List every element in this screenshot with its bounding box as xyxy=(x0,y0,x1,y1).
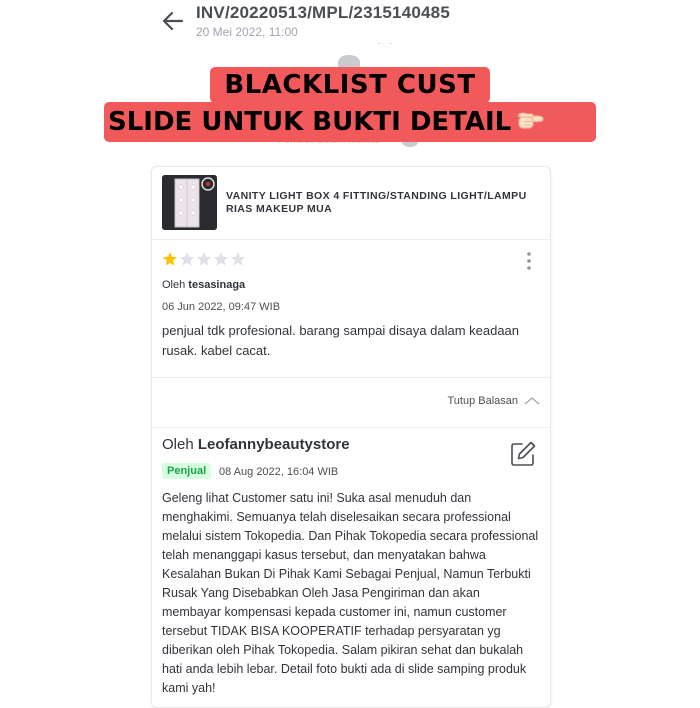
product-thumbnail[interactable] xyxy=(162,175,217,230)
back-arrow-icon[interactable] xyxy=(160,8,186,34)
review-text: penjual tdk profesional. barang sampai disaya dalam keadaan rusak. kabel cacat. xyxy=(162,323,520,358)
seller-badge: Penjual xyxy=(162,463,211,479)
divider xyxy=(152,377,550,378)
reply-text: Geleng lihat Customer satu ini! Suka asal menuduh dan menghakimi. Semuanya telah diselesaikan secara professional melalui sistem Tokopedia. Dan Pihak Tokopedia secara professional telah menanggapi kasus tersebut, dan menyatakan bahwa Kesalahan Bukan Di Pihak Kami Sebagai Penjual, Namun Terbukti Rusak Yang Disebabkan Oleh Jasa Pengiriman dan akan membayar kompensasi kepada customer ini, namun customer tersebut TIDAK BISA KOOPERATIF terhadap persyaratan yg diberikan oleh Pihak Tokopedia. Salam pikiran sehat dan bukalah hati anda lebih lebar. Detail foto bukti ada di slide samping produk kami yah! xyxy=(162,491,539,695)
reviewer-line xyxy=(162,279,245,291)
star-rating xyxy=(162,251,246,272)
invoice-number[interactable]: INV/20220513/MPL/2315140485 xyxy=(196,3,450,22)
hidden-dots: . . xyxy=(378,36,396,47)
seller-line xyxy=(162,436,350,453)
star-filled-icon xyxy=(163,252,177,266)
more-options-icon[interactable] xyxy=(524,251,534,271)
star-empty-icon xyxy=(180,252,194,266)
close-reply-toggle[interactable] xyxy=(447,395,540,407)
order-header xyxy=(0,0,700,48)
seller-prefix: Oleh xyxy=(162,436,198,453)
reviewer-name: tesasinaga xyxy=(188,279,246,291)
blacklist-banner: BLACKLIST CUST xyxy=(210,67,490,103)
close-reply-label: Tutup Balasan xyxy=(447,395,518,407)
star-empty-icon xyxy=(214,252,228,266)
slide-banner-text: SLIDE UNTUK BUKTI DETAIL xyxy=(108,107,512,137)
review-card xyxy=(151,166,551,708)
seller-name: Leofannybeautystore xyxy=(197,436,350,453)
invoice-date: 20 Mei 2022, 11:00 xyxy=(196,25,298,39)
edit-reply-icon[interactable] xyxy=(509,440,537,468)
slide-banner xyxy=(104,102,596,142)
product-row[interactable] xyxy=(152,167,550,240)
star-empty-icon xyxy=(231,252,245,266)
review-date: 06 Jun 2022, 09:47 WIB xyxy=(162,301,281,313)
chevron-up-icon xyxy=(524,396,540,406)
product-name[interactable]: VANITY LIGHT BOX 4 FITTING/STANDING LIGHT/LAMPU RIAS MAKEUP MUA xyxy=(226,190,527,215)
pointing-right-hand-icon xyxy=(515,102,545,143)
divider xyxy=(152,427,550,428)
reply-date: 08 Aug 2022, 16:04 WIB xyxy=(219,466,339,478)
reviewer-prefix: Oleh xyxy=(162,279,189,291)
star-empty-icon xyxy=(197,252,211,266)
